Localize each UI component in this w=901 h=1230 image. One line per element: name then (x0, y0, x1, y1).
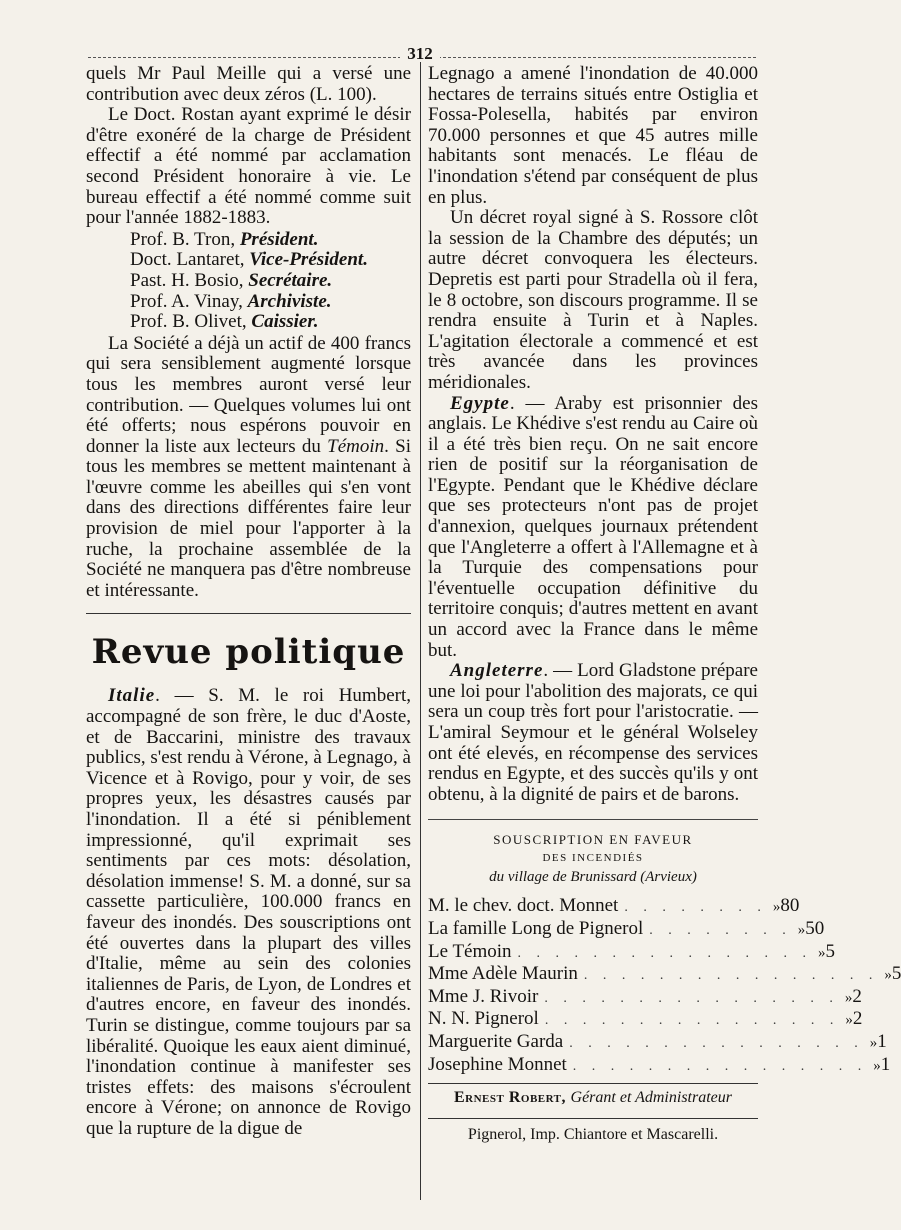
paragraph-societe: La Société a déjà un actif de 400 francs qui sera sensiblement augmenté lorsque tous les membres auront versé leur contribution. — Quelques volumes lui ont été offerts; nous espérons pouvoir en donner la liste aux lecteurs du Témoin. Si tous les membres se mettent maintenant à l'œuvre comme les abeilles qui s'en vont dans des directions différentes faire leur provision de miel pour l'apporter à la ruche, la prochaine assemblée de la Société ne manquera pas d'être nombreuse et intéressante. (86, 332, 411, 601)
subscription-title: SOUSCRIPTION EN FAVEUR (493, 832, 693, 848)
subscription-rule (428, 819, 758, 820)
country-heading-angleterre: Angleterre (450, 660, 544, 682)
donor-row: Le Témoin . . . . . . . . . . . . . . . . » 5 (428, 940, 836, 962)
country-heading-egypte: Egypte (450, 392, 510, 414)
donor-row: N. N. Pignerol . . . . . . . . . . . . . . . . » 2 (428, 1008, 863, 1030)
paragraph-legnago: Legnago a amené l'inondation de 40.000 hectares de terrains situés entre Ostiglia et Fossa-Polesella, habités par environ 70.000 personnes et que 45 autres mille habitants sont menacés. Le fléau de l'inondation s'étend par conséquent de plus en plus. (428, 63, 758, 208)
paragraph-meille: quels Mr Paul Meille qui a versé une contribution avec deux zéros (L. 100). (86, 63, 411, 105)
country-heading-italie: Italie (108, 685, 156, 707)
paragraph-angleterre: Angleterre. — Lord Gladstone prépare une loi pour l'abolition des majorats, ce qui sera un coup très fort pour l'aristocratie. — L'amiral Seymour et le général Wolseley ont été elevés, en récompense des services rendus en Egypte, et des succès qu'ils y ont obtenu, à la dignité de pairs et de barons. (428, 660, 758, 805)
page-number: 312 (400, 44, 440, 64)
paragraph-italie: Italie. — S. M. le roi Humbert, accompagné de son frère, le duc d'Aoste, et de Baccarini, ministre des travaux publics, s'est rendu à Vérone, à Legnago, à Vicence et à Rovigo, pour y voir, de ses propres yeux, les désastres causés par l'inondation. Il a été si péniblement impressionné, qu'il exprimait ses sentiments par ces mots: désolation, désolation immense! S. M. a donné, sur sa cassette particulière, 100.000 francs en faveur des inondés. Des souscriptions ont été ouvertes dans la plupart des villes d'Italie, même au sein des colonies italiennes de Paris, de Lyon, de Londres et d'autres encore, en faveur des inondés. Turin se distingue, comme toujours par sa libéralité. Quoique les eaux aient diminué, l'inondation continue à manifester ses tristes effets: des maisons s'écroulent encore à Vérone; on annonce de Rovigo que la rupture de la digue de (86, 685, 411, 1139)
officer-row: Prof. A. Vinay, Archiviste. (130, 290, 332, 312)
officer-row: Prof. B. Olivet, Caissier. (130, 311, 319, 333)
subscription-subtitle: DES INCENDIÉS (542, 852, 644, 865)
donor-row: Mme J. Rivoir . . . . . . . . . . . . . . . . » 2 (428, 985, 862, 1007)
donor-row: La famille Long de Pignerol . . . . . . . . » 50 (428, 917, 825, 939)
paragraph-rostan: Le Doct. Rostan ayant exprimé le désir d'être exonéré de la charge de Président effectif a été nommé par acclamation second Président honoraire à vie. Le bureau effectif a été nommé comme suit pour l'année 1882-1883. (86, 104, 411, 229)
column-divider (420, 62, 421, 1200)
donor-row: Mme Adèle Maurin . . . . . . . . . . . . . . . . » 5 (428, 963, 901, 985)
manager-line: Ernest Robert, Gérant et Administrateur (453, 1089, 732, 1107)
paragraph-egypte: Egypte. — Araby est prisonnier des anglais. Le Khédive s'est rendu au Caire où il a été très bien reçu. On ne sait encore rien de positif sur la réorganisation de l'Egypte. Pendant que le Khédive déclare que ses protecteurs n'ont pas de projet d'annexion, quelques journaux prétendent que l'Angleterre a offert à l'Allemagne et à la Turquie des compensations pour l'éventuelle occupation définitive du territoire conquis; d'autres mettent en avant un accord avec la France dans le même but. (428, 392, 758, 661)
officer-row: Past. H. Bosio, Secrétaire. (130, 269, 333, 291)
officer-row: Prof. B. Tron, Président. (130, 228, 319, 250)
footer-rule-2 (428, 1118, 758, 1119)
section-title: Revue politique (91, 632, 406, 673)
footer-rule (428, 1083, 758, 1084)
donor-row: M. le chev. doct. Monnet . . . . . . . . » 80 (428, 895, 800, 917)
officer-row: Doct. Lantaret, Vice-Président. (130, 249, 368, 271)
officers-list (130, 230, 411, 333)
printer-line: Pignerol, Imp. Chiantore et Mascarelli. (467, 1126, 719, 1144)
section-rule (86, 613, 411, 614)
subscription-place: du village de Brunissard (Arvieux) (489, 869, 697, 886)
donor-row: Josephine Monnet . . . . . . . . . . . . . . . . » 1 (428, 1053, 891, 1075)
left-column (86, 64, 411, 1140)
paragraph-decret: Un décret royal signé à S. Rossore clôt la session de la Chambre des députés; un autre décret convoquera les électeurs. Depretis est parti pour Stradella où il fera, le 8 octobre, son discours programme. Il se rendra ensuite à Turin et à Naples. L'agitation électorale a commencé et est très avancée dans les provinces méridionales. (428, 207, 758, 393)
donor-row: Marguerite Garda . . . . . . . . . . . . . . . . » 1 (428, 1030, 887, 1052)
right-column (428, 63, 901, 1145)
donors-list (428, 895, 901, 1077)
